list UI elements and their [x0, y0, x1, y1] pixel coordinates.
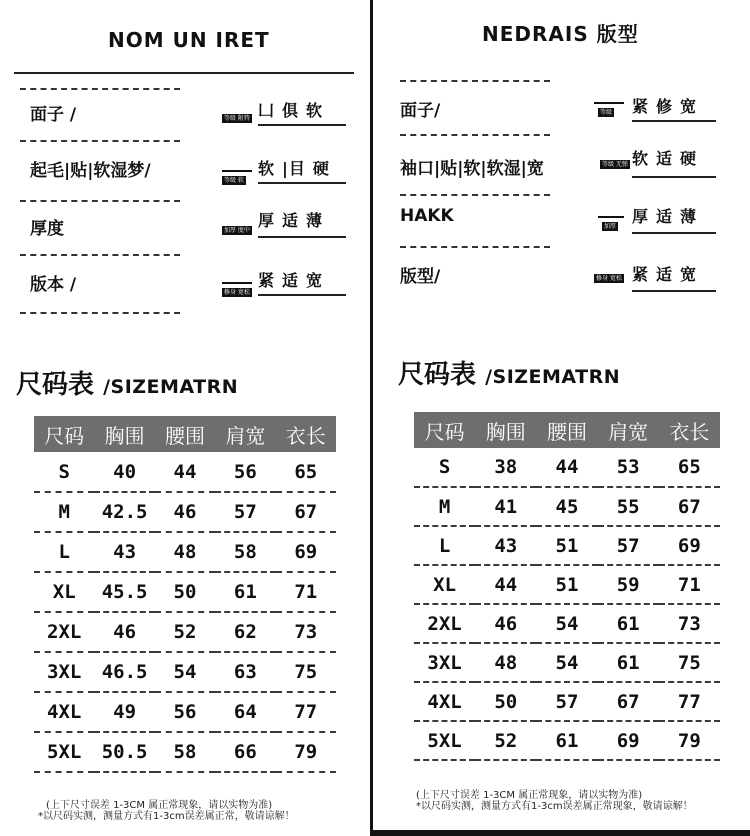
attr-rule — [632, 232, 716, 234]
table-cell: 57 — [536, 682, 597, 721]
table-cell: 59 — [598, 565, 659, 604]
attr-icons — [632, 94, 697, 117]
attr-tag-line — [594, 102, 624, 104]
divider — [20, 200, 180, 202]
column-header: 衣长 — [276, 416, 336, 452]
table-cell: 54 — [536, 604, 597, 643]
table-cell: 50 — [155, 572, 215, 612]
attr-icon: 宽 — [680, 265, 698, 284]
attr-icon: 薄 — [680, 207, 698, 226]
table-cell: 58 — [215, 532, 275, 572]
table-cell: 58 — [155, 732, 215, 772]
attr-rule — [258, 182, 346, 184]
attr-icon: 软 — [632, 149, 650, 168]
attr-icon: 凵 — [258, 101, 276, 120]
table-cell: 3XL — [34, 652, 94, 692]
table-cell: M — [414, 487, 475, 526]
table-cell: 4XL — [34, 692, 94, 732]
table-cell: 55 — [598, 487, 659, 526]
table-cell: 61 — [215, 572, 275, 612]
table-cell: 46 — [475, 604, 536, 643]
table-header-row — [414, 412, 720, 448]
table-cell: 77 — [659, 682, 720, 721]
table-cell: 64 — [215, 692, 275, 732]
table-cell: XL — [34, 572, 94, 612]
left-heading-rule — [14, 72, 354, 74]
table-cell: S — [414, 448, 475, 487]
column-header: 肩宽 — [215, 416, 275, 452]
footnote: (上下尺寸误差 1-3CM 属正常现象，请以实物为准) — [46, 800, 273, 811]
attr-icon: 适 — [656, 207, 674, 226]
table-cell: 63 — [215, 652, 275, 692]
table-cell: 56 — [155, 692, 215, 732]
table-cell: 71 — [659, 565, 720, 604]
table-cell: 48 — [155, 532, 215, 572]
table-cell: 52 — [155, 612, 215, 652]
table-cell: 43 — [94, 532, 154, 572]
table-cell: 53 — [598, 448, 659, 487]
table-cell: 3XL — [414, 643, 475, 682]
attr-icon: 硬 — [312, 159, 330, 178]
table-cell: 54 — [536, 643, 597, 682]
attr-icon: 修 — [656, 97, 674, 116]
table-row — [34, 692, 336, 732]
table-row — [414, 682, 720, 721]
table-cell: 46 — [94, 612, 154, 652]
table-cell: 69 — [276, 532, 336, 572]
attr-label: HAKK — [400, 206, 454, 226]
footnote: *以尺码实测，测量方式有1-3cm误差属正常，敬请谅解！ — [38, 811, 295, 822]
table-cell: 51 — [536, 565, 597, 604]
attr-icon: 厚 — [258, 211, 276, 230]
column-header: 胸围 — [475, 412, 536, 448]
attr-icon: 紧 — [632, 97, 650, 116]
attr-rule — [258, 294, 346, 296]
attr-rule — [258, 236, 346, 238]
attr-icon: 宽 — [680, 97, 698, 116]
table-header-row — [34, 416, 336, 452]
table-cell: 52 — [475, 721, 536, 760]
attr-label: 厚度 — [30, 219, 64, 239]
attr-tag: 加厚 — [604, 223, 617, 230]
column-header: 腰围 — [155, 416, 215, 452]
table-row — [34, 452, 336, 492]
table-row — [414, 487, 720, 526]
right-panel — [370, 0, 750, 836]
column-header: 腰围 — [536, 412, 597, 448]
table-cell: 69 — [598, 721, 659, 760]
table-cell: L — [414, 526, 475, 565]
table-row — [414, 721, 720, 760]
column-header: 尺码 — [414, 412, 475, 448]
table-cell: 4XL — [414, 682, 475, 721]
attr-tag: 等级 软 — [224, 177, 244, 184]
size-chart-subtitle: /SIZEMATRN — [485, 366, 621, 388]
table-row — [414, 565, 720, 604]
size-chart-title — [398, 354, 620, 391]
table-cell: 45 — [536, 487, 597, 526]
table-cell: 67 — [276, 492, 336, 532]
table-cell: 49 — [94, 692, 154, 732]
attr-tag: 加厚 度中 — [224, 227, 250, 234]
right-heading: NEDRAIS 版型 — [482, 22, 639, 46]
table-cell: 61 — [598, 604, 659, 643]
table-cell: S — [34, 452, 94, 492]
table-row — [34, 732, 336, 772]
table-cell: 73 — [276, 612, 336, 652]
panel-bottom-bar — [370, 830, 750, 836]
table-row — [34, 612, 336, 652]
table-cell: 46 — [155, 492, 215, 532]
table-cell: 43 — [475, 526, 536, 565]
table-cell: L — [34, 532, 94, 572]
divider — [400, 194, 550, 196]
table-cell: 5XL — [34, 732, 94, 772]
table-row — [414, 448, 720, 487]
attr-tag-line — [222, 282, 252, 284]
column-header: 肩宽 — [598, 412, 659, 448]
table-cell: 44 — [155, 452, 215, 492]
table-cell: 69 — [659, 526, 720, 565]
table-cell: 46.5 — [94, 652, 154, 692]
table-cell: 65 — [659, 448, 720, 487]
column-header: 胸围 — [94, 416, 154, 452]
table-row — [34, 652, 336, 692]
attr-label: 面子 / — [30, 105, 77, 125]
footnote: *以尺码实测，测量方式有1-3cm误差属正常现象，敬请谅解！ — [416, 801, 693, 812]
attr-tag: 等级 — [600, 109, 613, 116]
attr-icon: 厚 — [632, 207, 650, 226]
table-cell: 50.5 — [94, 732, 154, 772]
table-cell: 40 — [94, 452, 154, 492]
divider — [20, 140, 180, 142]
attr-icon: 软 — [306, 101, 324, 120]
attr-rule — [632, 120, 716, 122]
attr-icon: 薄 — [306, 211, 324, 230]
table-row — [34, 532, 336, 572]
attr-tag: 修身 宽松 — [596, 275, 622, 282]
table-cell: 54 — [155, 652, 215, 692]
attr-label: 袖口|贴|软|软湿|宽 — [400, 159, 544, 179]
attr-icon: 俱 — [282, 101, 300, 120]
attr-icons — [632, 146, 697, 169]
table-cell: M — [34, 492, 94, 532]
table-cell: XL — [414, 565, 475, 604]
attr-icons — [632, 262, 697, 285]
divider — [20, 254, 180, 256]
size-chart-title — [16, 364, 238, 401]
attr-icons — [258, 156, 330, 179]
table-cell: 61 — [598, 643, 659, 682]
table-cell: 41 — [475, 487, 536, 526]
table-cell: 71 — [276, 572, 336, 612]
divider — [400, 80, 550, 82]
column-header: 衣长 — [659, 412, 720, 448]
table-cell: 79 — [659, 721, 720, 760]
attr-label: 起毛|贴|软湿梦/ — [30, 161, 151, 181]
attr-icon: 适 — [282, 271, 300, 290]
divider — [400, 134, 550, 136]
attr-icon: |目 — [282, 159, 306, 178]
size-chart-title-text: 尺码表 — [16, 370, 95, 400]
table-cell: 62 — [215, 612, 275, 652]
footnote: (上下尺寸误差 1-3CM 属正常现象，请以实物为准) — [416, 790, 643, 801]
table-row — [414, 643, 720, 682]
table-cell: 77 — [276, 692, 336, 732]
table-cell: 2XL — [414, 604, 475, 643]
attr-icon: 紧 — [258, 271, 276, 290]
table-cell: 42.5 — [94, 492, 154, 532]
divider — [20, 88, 180, 90]
left-panel — [0, 0, 370, 836]
attr-label: 版型/ — [400, 267, 441, 287]
table-cell: 2XL — [34, 612, 94, 652]
attr-tag-line — [598, 216, 624, 218]
attr-icon: 适 — [656, 265, 674, 284]
table-cell: 75 — [659, 643, 720, 682]
divider — [400, 246, 550, 248]
table-cell: 67 — [659, 487, 720, 526]
table-cell: 61 — [536, 721, 597, 760]
table-cell: 44 — [475, 565, 536, 604]
table-cell: 50 — [475, 682, 536, 721]
attr-tag: 等级 无弹 — [602, 161, 628, 168]
attr-label: 面子/ — [400, 101, 441, 121]
attr-tag-line — [222, 170, 252, 172]
table-cell: 45.5 — [94, 572, 154, 612]
table-cell: 48 — [475, 643, 536, 682]
table-cell: 66 — [215, 732, 275, 772]
table-cell: 65 — [276, 452, 336, 492]
attr-icon: 软 — [258, 159, 276, 178]
table-cell: 73 — [659, 604, 720, 643]
size-chart-title-text: 尺码表 — [398, 360, 477, 390]
size-table — [414, 412, 720, 761]
attr-icons — [258, 268, 323, 291]
table-cell: 75 — [276, 652, 336, 692]
table-cell: 51 — [536, 526, 597, 565]
attr-rule — [258, 124, 346, 126]
table-row — [414, 526, 720, 565]
table-cell: 79 — [276, 732, 336, 772]
attr-icon: 适 — [656, 149, 674, 168]
attr-label: 版本 / — [30, 275, 77, 295]
table-cell: 57 — [215, 492, 275, 532]
table-row — [34, 492, 336, 532]
table-row — [414, 604, 720, 643]
attr-icon: 宽 — [306, 271, 324, 290]
attr-icons — [258, 208, 323, 231]
attr-icon: 适 — [282, 211, 300, 230]
size-table — [34, 416, 336, 773]
attr-icons — [632, 204, 697, 227]
table-cell: 57 — [598, 526, 659, 565]
panel-edge — [370, 0, 373, 836]
table-cell: 56 — [215, 452, 275, 492]
left-heading: NOM UN IRET — [108, 28, 270, 52]
column-header: 尺码 — [34, 416, 94, 452]
table-cell: 67 — [598, 682, 659, 721]
attr-icon: 硬 — [680, 149, 698, 168]
divider — [20, 312, 180, 314]
attr-icon: 紧 — [632, 265, 650, 284]
attr-tag: 修身 宽松 — [224, 289, 250, 296]
attr-tag: 等级 附特 — [224, 115, 250, 122]
table-cell: 44 — [536, 448, 597, 487]
table-row — [34, 572, 336, 612]
attr-rule — [632, 176, 716, 178]
table-cell: 5XL — [414, 721, 475, 760]
table-cell: 38 — [475, 448, 536, 487]
attr-rule — [632, 290, 716, 292]
attr-icons — [258, 98, 323, 121]
size-chart-subtitle: /SIZEMATRN — [103, 376, 239, 398]
